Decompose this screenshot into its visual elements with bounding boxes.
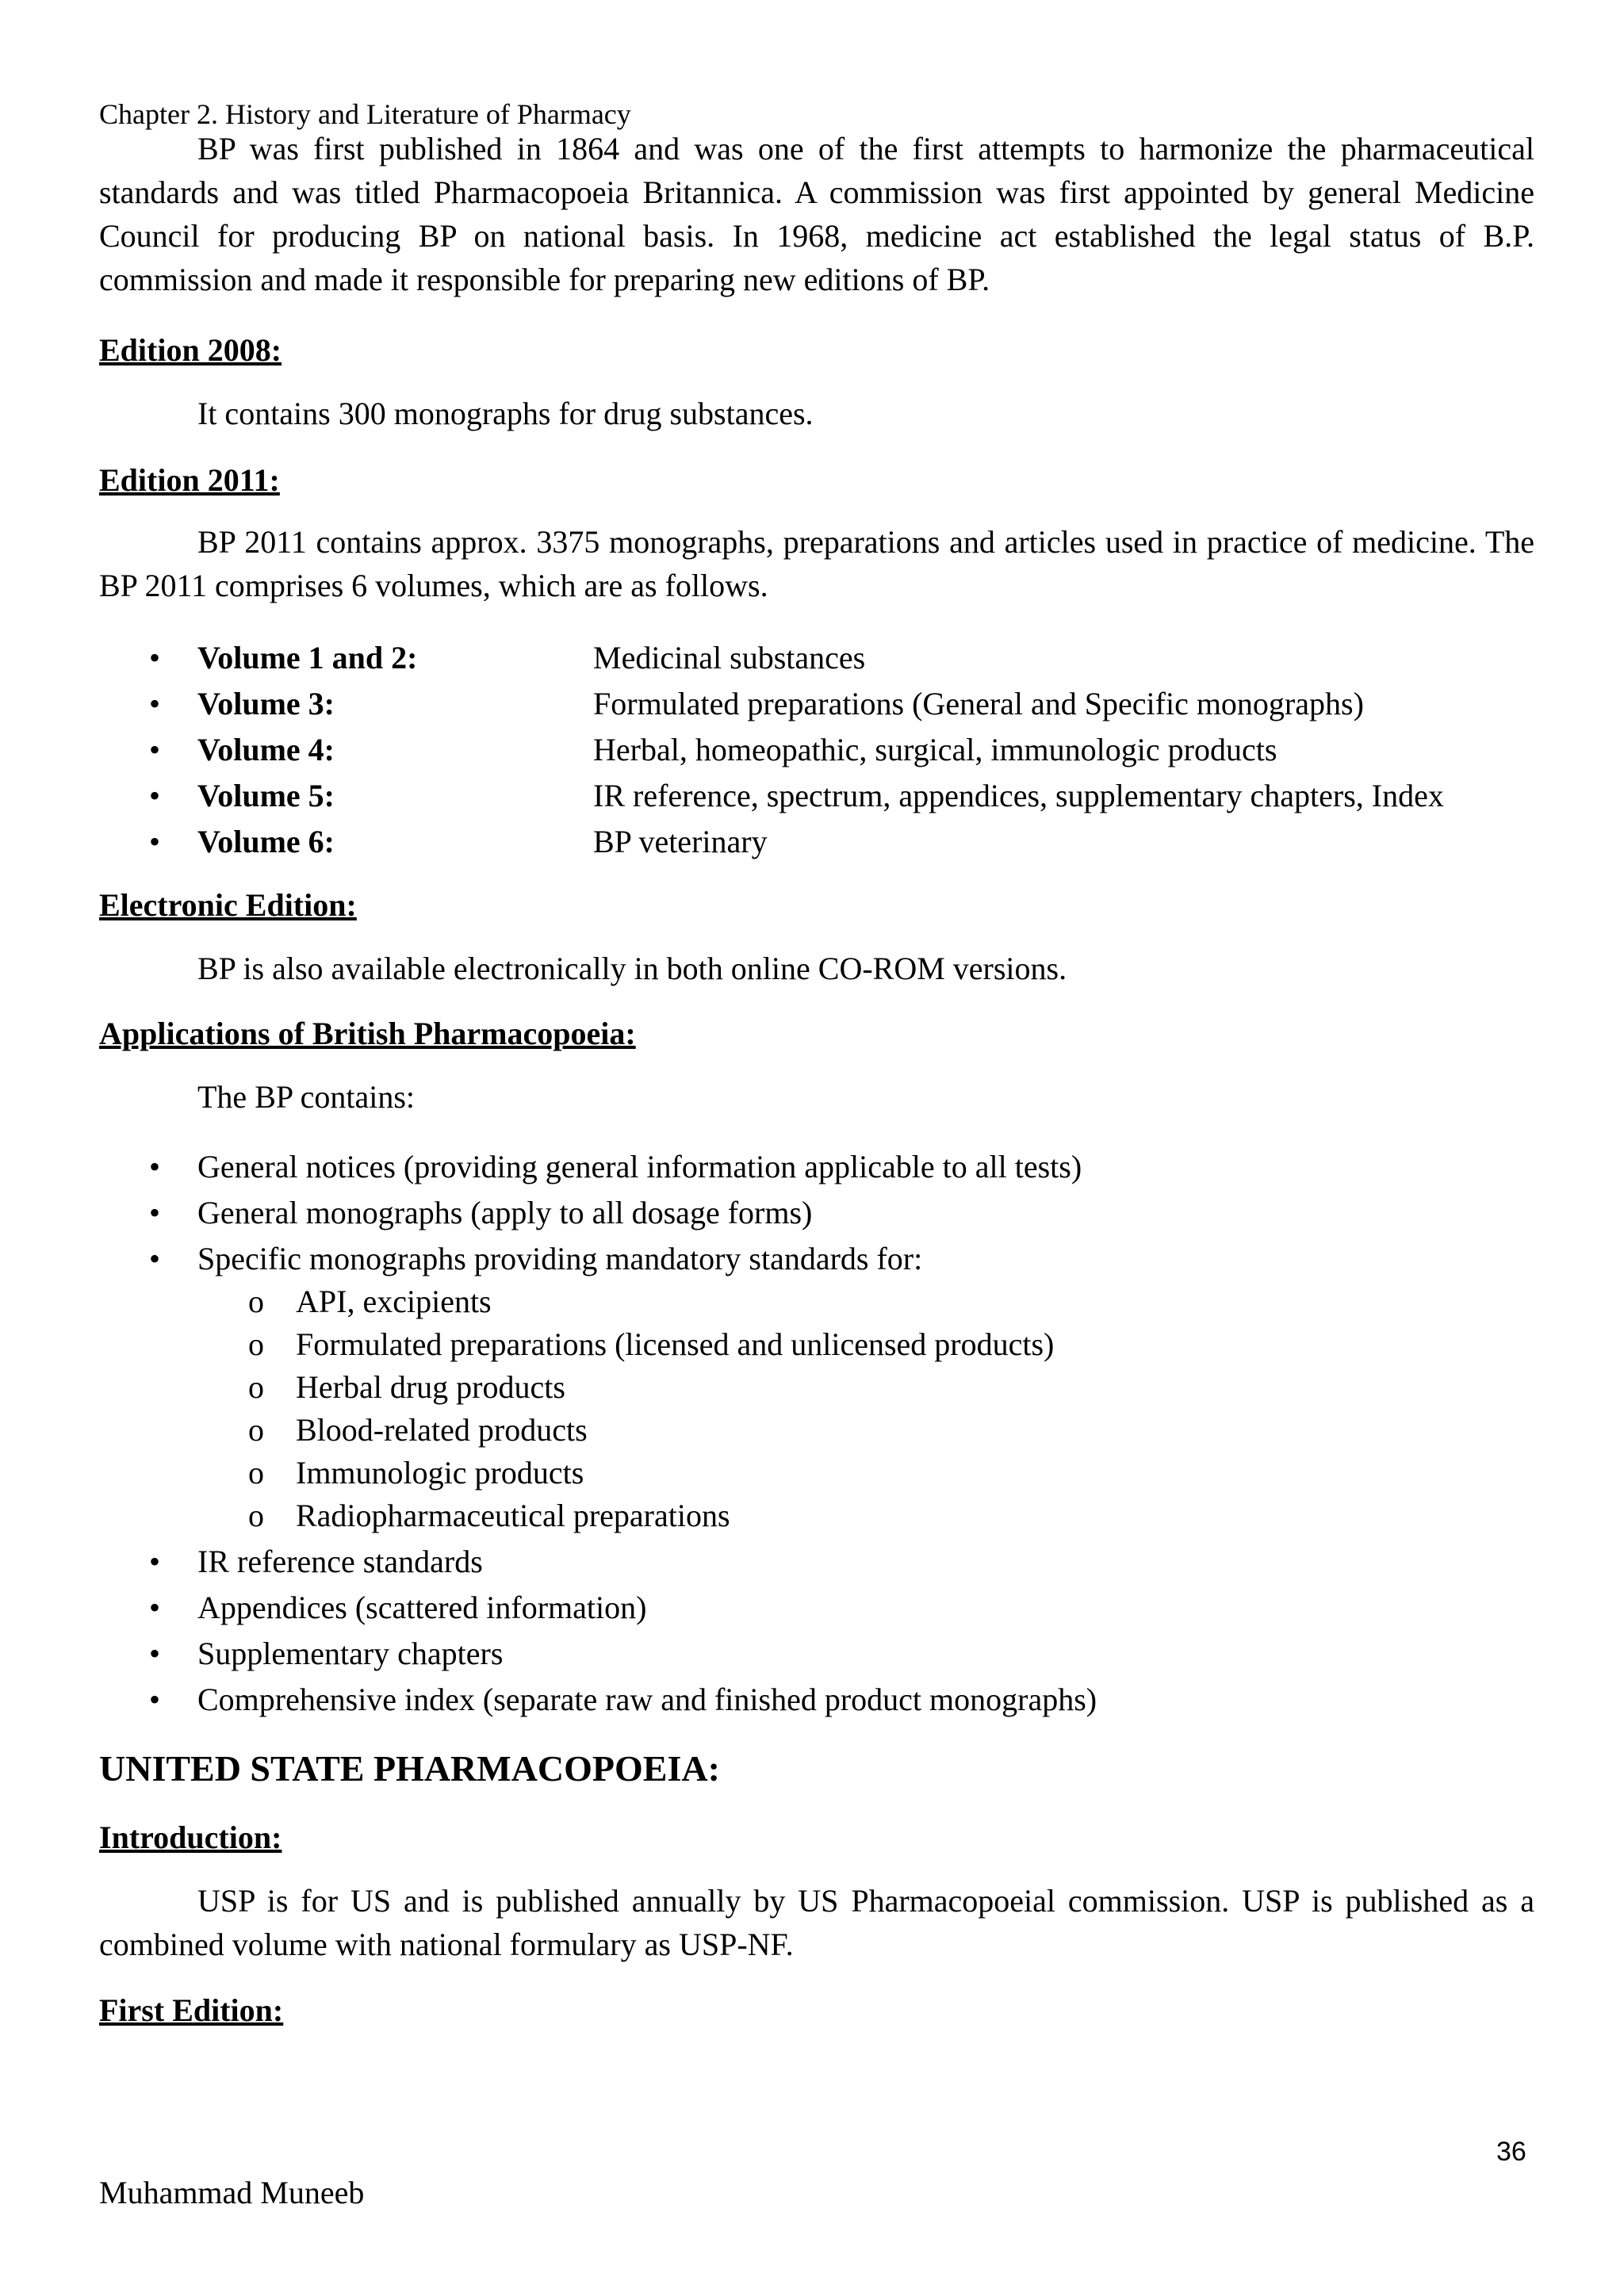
list-item-text: Supplementary chapters xyxy=(197,1636,504,1671)
volume-value: Formulated preparations (General and Specific monographs) xyxy=(593,686,1364,721)
bullet-icon: • xyxy=(148,1241,160,1276)
sub-list-item-text: Herbal drug products xyxy=(296,1369,565,1405)
sub-list-item-text: Immunologic products xyxy=(296,1455,584,1490)
list-item-text: General notices (providing general information applicable to all tests) xyxy=(197,1149,1082,1184)
usp-introduction-heading: Introduction: xyxy=(99,1820,282,1855)
edition-2008-heading: Edition 2008: xyxy=(99,332,282,368)
volume-value: Medicinal substances xyxy=(593,640,866,675)
bullet-icon: • xyxy=(148,732,160,767)
volume-value: Herbal, homeopathic, surgical, immunologic products xyxy=(593,732,1277,767)
sub-list-item-text: Formulated preparations (licensed and unlicensed products) xyxy=(296,1326,1055,1362)
volume-label: Volume 4: xyxy=(197,732,335,767)
edition-2008-text: It contains 300 monographs for drug substances. xyxy=(197,396,814,431)
sub-list-item-text: API, excipients xyxy=(296,1284,492,1319)
list-item-text: Comprehensive index (separate raw and finished product monographs) xyxy=(197,1682,1097,1717)
sub-list-item-text: Radiopharmaceutical preparations xyxy=(296,1498,730,1533)
chapter-header: Chapter 2. History and Literature of Pharmacy xyxy=(99,98,631,130)
volume-label: Volume 1 and 2: xyxy=(197,640,418,675)
author-footer: Muhammad Muneeb xyxy=(99,2175,365,2210)
electronic-edition-text: BP is also available electronically in both online CO-ROM versions. xyxy=(197,951,1067,986)
page-number: 36 xyxy=(1496,2137,1526,2167)
list-item-text: Appendices (scattered information) xyxy=(197,1590,647,1625)
bullet-icon: • xyxy=(148,640,160,675)
circle-bullet-icon: o xyxy=(248,1412,264,1448)
list-item-text: IR reference standards xyxy=(197,1544,483,1579)
circle-bullet-icon: o xyxy=(248,1369,264,1405)
circle-bullet-icon: o xyxy=(248,1326,264,1362)
applications-heading: Applications of British Pharmacopoeia: xyxy=(99,1016,636,1051)
circle-bullet-icon: o xyxy=(248,1284,264,1319)
list-item-text: Specific monographs providing mandatory standards for: xyxy=(197,1241,923,1276)
volume-value: IR reference, spectrum, appendices, supplementary chapters, Index xyxy=(593,778,1444,813)
usp-heading: UNITED STATE PHARMACOPOEIA: xyxy=(99,1748,720,1789)
bullet-icon: • xyxy=(148,686,160,721)
volume-label: Volume 6: xyxy=(197,824,335,859)
circle-bullet-icon: o xyxy=(248,1455,264,1490)
electronic-edition-heading: Electronic Edition: xyxy=(99,887,357,923)
volume-label: Volume 5: xyxy=(197,778,335,813)
list-item-text: General monographs (apply to all dosage forms) xyxy=(197,1195,813,1230)
intro-paragraph: BP was first published in 1864 and was one of the first attempts to harmonize the pharmaceutical standards and was titled Pharmacopoeia Britannica. A commission was first appointed by general Medicine Council for producing BP on national basis. In 1968, medicine act established the legal status of B.P. commission and made it responsible for preparing new editions of BP. xyxy=(99,131,1534,297)
usp-first-edition-heading: First Edition: xyxy=(99,1992,284,2028)
circle-bullet-icon: o xyxy=(248,1498,264,1533)
volume-value: BP veterinary xyxy=(593,824,768,859)
bullet-icon: • xyxy=(148,1636,160,1671)
bullet-icon: • xyxy=(148,1682,160,1717)
bullet-icon: • xyxy=(148,1544,160,1579)
volume-label: Volume 3: xyxy=(197,686,335,721)
bullet-icon: • xyxy=(148,778,160,813)
edition-2011-heading: Edition 2011: xyxy=(99,462,280,498)
usp-introduction-text: USP is for US and is published annually by US Pharmacopoeial commission. USP is published as a combined volume with national formulary as USP-NF. xyxy=(99,1883,1534,1962)
bullet-icon: • xyxy=(148,824,160,859)
edition-2011-text: BP 2011 contains approx. 3375 monographs, preparations and articles used in practice of medicine. The BP 2011 comprises 6 volumes, which are as follows. xyxy=(99,524,1534,603)
bullet-icon: • xyxy=(148,1590,160,1625)
sub-list-item-text: Blood-related products xyxy=(296,1412,588,1448)
bullet-icon: • xyxy=(148,1149,160,1184)
bullet-icon: • xyxy=(148,1195,160,1230)
applications-intro: The BP contains: xyxy=(197,1079,416,1115)
